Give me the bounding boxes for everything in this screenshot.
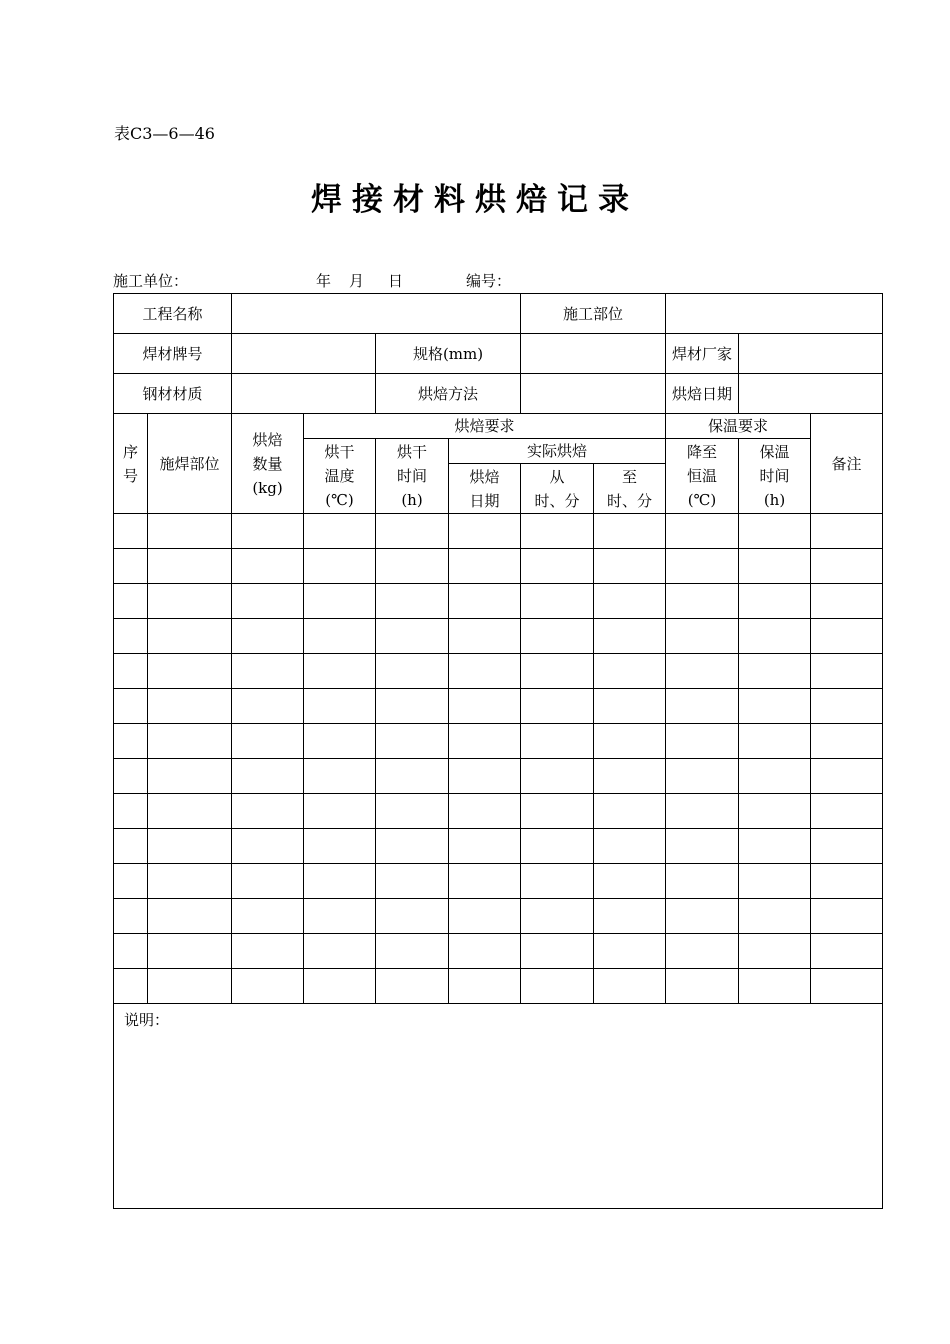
table-cell[interactable] [449,864,521,899]
table-cell[interactable] [232,864,304,899]
table-cell[interactable] [148,514,232,549]
table-cell[interactable] [666,654,739,689]
table-cell[interactable] [811,899,883,934]
table-cell[interactable] [376,864,449,899]
table-cell[interactable] [449,969,521,1004]
table-cell[interactable] [521,864,594,899]
table-cell[interactable] [232,689,304,724]
table-cell[interactable] [666,899,739,934]
table-cell[interactable] [594,654,666,689]
table-cell[interactable] [594,619,666,654]
table-cell[interactable] [521,724,594,759]
table-cell[interactable] [666,934,739,969]
table-cell[interactable] [148,759,232,794]
notes-field[interactable] [114,1004,883,1209]
date-day-label: 日 [388,272,404,290]
table-cell[interactable] [376,514,449,549]
construction-part-field[interactable] [666,294,883,334]
table-row [114,514,883,549]
baking-date-field[interactable] [739,374,883,414]
table-cell[interactable] [304,969,376,1004]
date-month-label: 月 [349,272,365,290]
table-cell[interactable] [666,689,739,724]
table-row [114,549,883,584]
page-title: 焊接材料烘焙记录 [311,182,639,218]
table-cell[interactable] [594,514,666,549]
spec-label: 规格(mm) [376,334,521,374]
baking-qty-header: 烘焙 数量 (kg) [232,414,304,514]
table-cell[interactable] [739,969,811,1004]
table-row [114,654,883,689]
actual-baking-header: 实际烘焙 [449,439,666,464]
table-row [114,759,883,794]
table-cell[interactable] [521,934,594,969]
table-cell[interactable] [304,864,376,899]
table-cell[interactable] [739,864,811,899]
table-cell[interactable] [594,934,666,969]
table-cell[interactable] [811,829,883,864]
spec-field[interactable] [521,334,666,374]
table-cell[interactable] [232,759,304,794]
table-cell[interactable] [232,514,304,549]
table-cell[interactable] [376,689,449,724]
table-cell[interactable] [594,864,666,899]
table-cell[interactable] [521,689,594,724]
table-cell[interactable] [521,759,594,794]
table-cell[interactable] [232,619,304,654]
table-row [114,689,883,724]
table-cell[interactable] [114,899,148,934]
table-cell[interactable] [594,759,666,794]
table-cell[interactable] [376,724,449,759]
table-cell[interactable] [521,619,594,654]
table-cell[interactable] [304,689,376,724]
table-cell[interactable] [739,829,811,864]
table-cell[interactable] [449,689,521,724]
table-cell[interactable] [739,654,811,689]
table-cell[interactable] [521,899,594,934]
table-cell[interactable] [232,794,304,829]
bake-date-header: 烘焙 日期 [449,464,521,514]
table-cell[interactable] [449,759,521,794]
table-cell[interactable] [304,829,376,864]
table-cell[interactable] [148,899,232,934]
table-cell[interactable] [594,794,666,829]
cool-temp-header: 降至 恒温 (℃) [666,439,739,514]
table-cell[interactable] [376,619,449,654]
baking-method-label: 烘焙方法 [376,374,521,414]
table-cell[interactable] [148,549,232,584]
table-cell[interactable] [449,584,521,619]
table-cell[interactable] [594,969,666,1004]
table-cell[interactable] [739,689,811,724]
table-cell[interactable] [304,794,376,829]
table-cell[interactable] [232,724,304,759]
table-cell[interactable] [449,794,521,829]
table-cell[interactable] [521,654,594,689]
table-cell[interactable] [304,724,376,759]
table-cell[interactable] [148,724,232,759]
table-cell[interactable] [521,794,594,829]
from-time-header: 从 时、分 [521,464,594,514]
manufacturer-field[interactable] [739,334,883,374]
table-cell[interactable] [666,584,739,619]
dry-time-header: 烘干 时间 (h) [376,439,449,514]
table-cell[interactable] [811,934,883,969]
table-cell[interactable] [148,654,232,689]
table-cell[interactable] [232,969,304,1004]
table-cell[interactable] [739,934,811,969]
table-row [114,619,883,654]
table-cell[interactable] [304,549,376,584]
table-row [114,934,883,969]
table-cell[interactable] [148,829,232,864]
table-cell[interactable] [739,899,811,934]
table-cell[interactable] [148,689,232,724]
table-cell[interactable] [594,549,666,584]
table-cell[interactable] [232,934,304,969]
table-cell[interactable] [666,514,739,549]
steel-material-field[interactable] [232,374,376,414]
project-name-field[interactable] [232,294,521,334]
table-cell[interactable] [739,619,811,654]
table-cell[interactable] [114,794,148,829]
table-cell[interactable] [304,514,376,549]
table-cell[interactable] [811,689,883,724]
table-row [114,584,883,619]
table-cell[interactable] [114,619,148,654]
table-cell[interactable] [449,934,521,969]
table-cell[interactable] [449,514,521,549]
construction-part-label: 施工部位 [521,294,666,334]
table-cell[interactable] [739,794,811,829]
table-cell[interactable] [449,549,521,584]
dry-temp-header: 烘干 温度 (℃) [304,439,376,514]
baking-date-label: 烘焙日期 [666,374,739,414]
table-row [114,899,883,934]
table-cell[interactable] [304,899,376,934]
table-row [114,829,883,864]
brand-label: 焊材牌号 [114,334,232,374]
info-row-steel [114,374,883,414]
table-cell[interactable] [304,619,376,654]
table-cell[interactable] [148,584,232,619]
hold-time-header: 保温 时间 (h) [739,439,811,514]
table-cell[interactable] [811,514,883,549]
manufacturer-label: 焊材厂家 [666,334,739,374]
table-cell[interactable] [666,619,739,654]
table-cell[interactable] [114,724,148,759]
table-cell[interactable] [376,584,449,619]
table-cell[interactable] [521,829,594,864]
table-cell[interactable] [594,724,666,759]
table-cell[interactable] [739,759,811,794]
remarks-header: 备注 [811,414,883,514]
table-cell[interactable] [449,724,521,759]
table-cell[interactable] [449,829,521,864]
table-cell[interactable] [594,899,666,934]
table-cell[interactable] [304,759,376,794]
table-cell[interactable] [811,619,883,654]
table-cell[interactable] [148,619,232,654]
table-cell[interactable] [666,864,739,899]
table-cell[interactable] [739,549,811,584]
table-cell[interactable] [148,969,232,1004]
table-row [114,969,883,1004]
table-cell[interactable] [148,864,232,899]
table-cell[interactable] [666,759,739,794]
table-cell[interactable] [304,654,376,689]
insulation-requirement-header: 保温要求 [666,414,811,439]
table-cell[interactable] [811,549,883,584]
baking-requirement-header: 烘焙要求 [304,414,666,439]
table-cell[interactable] [811,969,883,1004]
table-cell[interactable] [449,619,521,654]
table-cell[interactable] [739,584,811,619]
table-cell[interactable] [114,759,148,794]
table-row [114,724,883,759]
info-row-project [114,294,883,334]
table-cell[interactable] [521,514,594,549]
notes-row [114,1004,883,1209]
table-row [114,794,883,829]
table-cell[interactable] [376,899,449,934]
table-cell[interactable] [232,549,304,584]
table-cell[interactable] [666,549,739,584]
table-cell[interactable] [114,549,148,584]
table-cell[interactable] [376,654,449,689]
table-cell[interactable] [376,829,449,864]
date-year-label: 年 [316,272,332,290]
table-cell[interactable] [232,899,304,934]
info-row-brand [114,334,883,374]
seq-header: 序 号 [114,414,148,514]
baking-record-table [113,293,883,1209]
table-cell[interactable] [811,654,883,689]
table-cell[interactable] [521,969,594,1004]
table-cell[interactable] [232,584,304,619]
weld-part-header: 施焊部位 [148,414,232,514]
table-cell[interactable] [666,829,739,864]
table-cell[interactable] [114,829,148,864]
table-cell[interactable] [811,759,883,794]
form-code: 表C3—6—46 [114,124,215,143]
table-cell[interactable] [148,934,232,969]
table-cell[interactable] [148,794,232,829]
brand-field[interactable] [232,334,376,374]
table-cell[interactable] [232,829,304,864]
baking-method-field[interactable] [521,374,666,414]
table-cell[interactable] [594,829,666,864]
column-header-row-1 [114,414,883,439]
table-cell[interactable] [449,899,521,934]
steel-material-label: 钢材材质 [114,374,232,414]
table-cell[interactable] [114,689,148,724]
table-cell[interactable] [811,584,883,619]
table-cell[interactable] [521,549,594,584]
table-cell[interactable] [594,689,666,724]
table-cell[interactable] [376,759,449,794]
notes-label: 说明： [124,1011,170,1029]
table-cell[interactable] [114,584,148,619]
construction-unit-label: 施工单位： [113,272,189,290]
table-cell[interactable] [304,934,376,969]
table-cell[interactable] [666,724,739,759]
table-cell[interactable] [594,584,666,619]
table-cell[interactable] [232,654,304,689]
table-cell[interactable] [811,794,883,829]
table-cell[interactable] [376,934,449,969]
table-cell[interactable] [521,584,594,619]
table-cell[interactable] [376,969,449,1004]
table-cell[interactable] [449,654,521,689]
table-cell[interactable] [114,934,148,969]
table-cell[interactable] [666,969,739,1004]
table-cell[interactable] [811,864,883,899]
table-cell[interactable] [376,794,449,829]
table-cell[interactable] [811,724,883,759]
table-cell[interactable] [304,584,376,619]
serial-number-label: 编号： [466,272,512,290]
table-cell[interactable] [114,514,148,549]
to-time-header: 至 时、分 [594,464,666,514]
table-row [114,864,883,899]
table-cell[interactable] [739,514,811,549]
project-name-label: 工程名称 [114,294,232,334]
table-cell[interactable] [114,654,148,689]
table-cell[interactable] [376,549,449,584]
table-cell[interactable] [114,969,148,1004]
table-cell[interactable] [739,724,811,759]
table-cell[interactable] [666,794,739,829]
table-cell[interactable] [114,864,148,899]
